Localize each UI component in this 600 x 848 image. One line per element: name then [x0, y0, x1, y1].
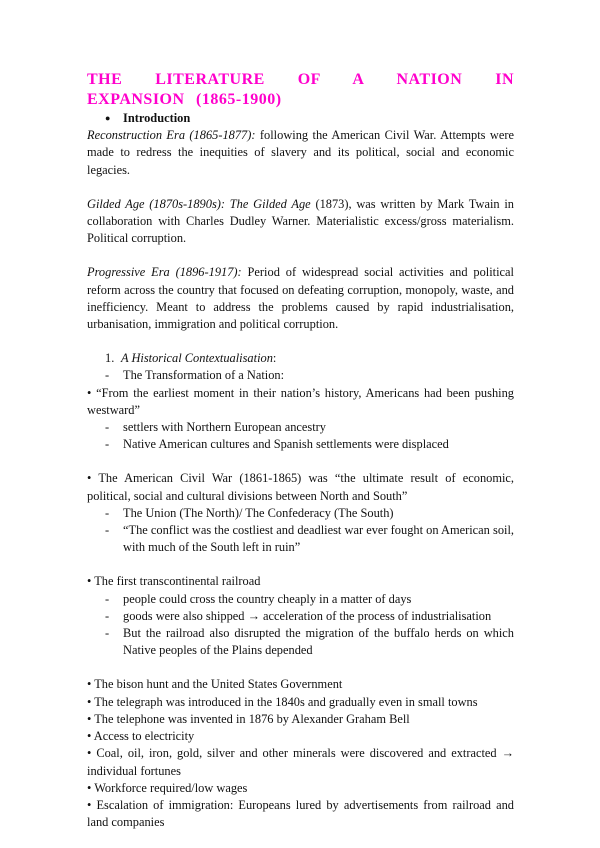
- bullet-marker: •: [87, 471, 92, 486]
- dash-marker: -: [105, 368, 110, 383]
- dash-marker: -: [105, 523, 110, 538]
- bullet-text: The telephone was invented in 1876 by Alexander Graham Bell: [94, 711, 410, 726]
- bullet-text: The telegraph was introduced in the 1840s and gradually even in small towns: [94, 694, 478, 709]
- dash-text: people could cross the country cheaply in a matter of days: [123, 591, 412, 606]
- bullet-marker: •: [87, 677, 92, 692]
- dash-text: “The conflict was the costliest and deadliest war ever fought on American soil, with much of the South left in ruin”: [123, 523, 514, 555]
- dash-marker: -: [105, 420, 110, 435]
- dash-text: The Union (The North)/ The Confederacy (The South): [123, 505, 394, 520]
- civil-war-bullet: [87, 470, 514, 504]
- bullet-text: Workforce required/low wages: [94, 780, 248, 795]
- bullet-marker: •: [87, 385, 92, 400]
- bullet-text: “From the earliest moment in their nation’s history, Americans had been pushing westward”: [87, 385, 514, 417]
- section-number: 1.: [105, 351, 115, 366]
- bullet-marker: •: [87, 711, 92, 726]
- dash-marker: -: [105, 608, 110, 623]
- progressive-paragraph: [87, 264, 514, 333]
- bullet-icon: ●: [105, 113, 111, 123]
- gilded-paragraph: [87, 196, 514, 248]
- gilded-text: (1873), was written by Mark Twain in collaboration with Charles Dudley Warner. Materialistic excess/gross materialism. Political corruption.: [87, 196, 514, 246]
- progressive-text: Period of widespread social activities and political reform across the country that focused on defeating corruption, monopoly, waste, and inefficiency. Meant to address the problems caused by rapid industrialisation, urbanisation, immigration and political corruption.: [87, 265, 514, 332]
- bullet-marker: •: [87, 797, 92, 812]
- dash-item: [105, 608, 514, 625]
- railroad-bullet: [87, 573, 514, 590]
- dash-item: [105, 419, 514, 436]
- dash-text: The Transformation of a Nation:: [123, 368, 285, 383]
- bullet-marker: •: [87, 746, 92, 761]
- bullet-text: Coal, oil, iron, gold, silver and other minerals were discovered and extracted → individual fortunes: [87, 746, 515, 778]
- section-heading: [105, 350, 514, 367]
- bullet-marker: •: [87, 780, 92, 795]
- dash-item: [105, 522, 514, 556]
- list-item: [87, 676, 514, 693]
- dash-item: [105, 367, 514, 384]
- reconstruction-label: Reconstruction Era (1865-1877):: [87, 128, 256, 143]
- dash-item: [105, 625, 514, 659]
- bullet-marker: •: [87, 694, 92, 709]
- list-item: [87, 797, 514, 831]
- bullet-text: The first transcontinental railroad: [94, 574, 261, 589]
- list-item: [87, 694, 514, 711]
- reconstruction-paragraph: [87, 127, 514, 179]
- westward-bullet: [87, 385, 514, 419]
- dash-marker: -: [105, 591, 110, 606]
- progressive-label: Progressive Era (1896-1917):: [87, 265, 242, 280]
- page-title: THE LITERATURE OF A NATION IN EXPANSION (1865-1900): [87, 71, 514, 108]
- list-item: [87, 711, 514, 728]
- intro-heading: [105, 110, 514, 127]
- bullet-marker: •: [87, 574, 92, 589]
- dash-item: [105, 436, 514, 453]
- bullet-text: Escalation of immigration: Europeans lured by advertisements from railroad and land companies: [87, 797, 514, 830]
- dash-marker: -: [105, 626, 110, 641]
- dash-item: [105, 591, 514, 608]
- dash-text: Native American cultures and Spanish settlements were displaced: [123, 437, 449, 452]
- list-item: [87, 745, 514, 779]
- dash-text: goods were also shipped → acceleration of the process of industrialisation: [123, 608, 492, 623]
- document-page: [87, 70, 514, 831]
- section-label: A Historical Contextualisation: [121, 351, 273, 366]
- section-colon: :: [272, 351, 277, 366]
- bullet-marker: •: [87, 729, 92, 744]
- bullet-text: Access to electricity: [93, 729, 195, 744]
- dash-text: settlers with Northern European ancestry: [123, 420, 326, 435]
- dash-item: [105, 505, 514, 522]
- list-item: [87, 780, 514, 797]
- reconstruction-text: following the American Civil War. Attempts were made to redress the inequities of slavery and its political, social and economic legacies.: [87, 128, 514, 177]
- dash-text: But the railroad also disrupted the migration of the buffalo herds on which Native peoples of the Plains depended: [123, 626, 514, 658]
- dash-marker: -: [105, 437, 110, 452]
- list-item: [87, 728, 514, 745]
- bullet-text: The bison hunt and the United States Government: [94, 677, 343, 692]
- bullet-text: The American Civil War (1861-1865) was “the ultimate result of economic, political, social and cultural divisions between North and South”: [87, 471, 515, 503]
- gilded-label: Gilded Age (1870s-1890s): The Gilded Age: [87, 196, 311, 211]
- intro-heading-text: Introduction: [123, 111, 191, 125]
- dash-marker: -: [105, 505, 110, 520]
